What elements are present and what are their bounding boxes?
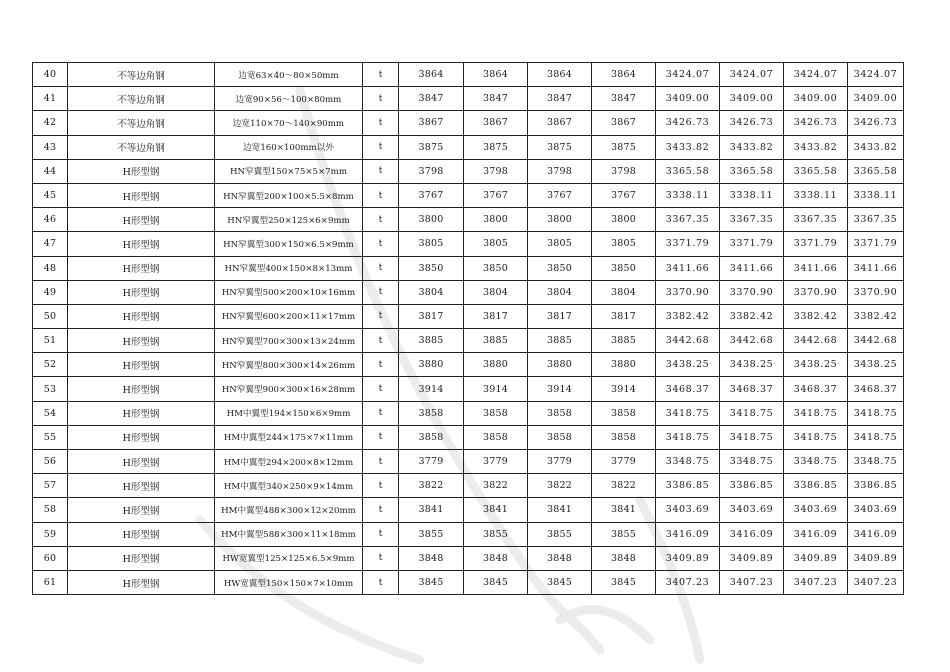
price-cell: 3867 — [592, 111, 656, 135]
spec-cell: HM中翼型244×175×7×11mm — [215, 425, 363, 449]
excl-tax-price-cell: 3468.37 — [656, 377, 720, 401]
excl-tax-price-cell: 3386.85 — [784, 474, 848, 498]
row-number-cell: 41 — [33, 87, 68, 111]
price-cell: 3822 — [592, 474, 656, 498]
price-cell: 3875 — [528, 135, 592, 159]
price-cell: 3767 — [592, 183, 656, 207]
material-name-cell: H形型钢 — [68, 425, 215, 449]
table-row — [33, 450, 904, 474]
row-number-cell: 47 — [33, 232, 68, 256]
spec-cell: HM中翼型588×300×11×18mm — [215, 522, 363, 546]
price-cell: 3880 — [592, 353, 656, 377]
price-cell: 3845 — [528, 570, 592, 594]
unit-cell: t — [363, 377, 399, 401]
price-table — [32, 62, 904, 595]
price-cell: 3817 — [528, 304, 592, 328]
price-cell: 3804 — [528, 280, 592, 304]
price-cell: 3875 — [464, 135, 528, 159]
table-row — [33, 377, 904, 401]
excl-tax-price-cell: 3426.73 — [848, 111, 904, 135]
price-cell: 3864 — [399, 63, 464, 87]
price-cell: 3800 — [592, 208, 656, 232]
excl-tax-price-cell: 3370.90 — [656, 280, 720, 304]
excl-tax-price-cell: 3407.23 — [848, 570, 904, 594]
unit-cell: t — [363, 87, 399, 111]
excl-tax-price-cell: 3403.69 — [656, 498, 720, 522]
table-row — [33, 256, 904, 280]
spec-cell: HN窄翼型700×300×13×24mm — [215, 329, 363, 353]
row-number-cell: 51 — [33, 329, 68, 353]
spec-cell: HN窄翼型500×200×10×16mm — [215, 280, 363, 304]
price-cell: 3779 — [464, 450, 528, 474]
excl-tax-price-cell: 3468.37 — [784, 377, 848, 401]
price-cell: 3880 — [464, 353, 528, 377]
excl-tax-price-cell: 3424.07 — [784, 63, 848, 87]
price-cell: 3822 — [464, 474, 528, 498]
excl-tax-price-cell: 3424.07 — [848, 63, 904, 87]
excl-tax-price-cell: 3370.90 — [848, 280, 904, 304]
excl-tax-price-cell: 3411.66 — [656, 256, 720, 280]
excl-tax-price-cell: 3348.75 — [720, 450, 784, 474]
price-cell: 3914 — [464, 377, 528, 401]
material-name-cell: H形型钢 — [68, 232, 215, 256]
price-cell: 3864 — [464, 63, 528, 87]
unit-cell: t — [363, 208, 399, 232]
watermark-stroke — [560, 610, 650, 640]
row-number-cell: 56 — [33, 450, 68, 474]
price-cell: 3779 — [528, 450, 592, 474]
price-cell: 3855 — [592, 522, 656, 546]
price-cell: 3864 — [592, 63, 656, 87]
spec-cell: HM中翼型194×150×6×9mm — [215, 401, 363, 425]
price-cell: 3858 — [399, 401, 464, 425]
price-cell: 3867 — [464, 111, 528, 135]
unit-cell: t — [363, 232, 399, 256]
table-row — [33, 425, 904, 449]
price-cell: 3914 — [528, 377, 592, 401]
table-row — [33, 329, 904, 353]
excl-tax-price-cell: 3409.00 — [784, 87, 848, 111]
spec-cell: 边宽90×56～100×80mm — [215, 87, 363, 111]
material-name-cell: H形型钢 — [68, 280, 215, 304]
excl-tax-price-cell: 3407.23 — [720, 570, 784, 594]
unit-cell: t — [363, 498, 399, 522]
row-number-cell: 46 — [33, 208, 68, 232]
excl-tax-price-cell: 3418.75 — [720, 425, 784, 449]
spec-cell: HW宽翼型150×150×7×10mm — [215, 570, 363, 594]
price-cell: 3817 — [592, 304, 656, 328]
material-name-cell: 不等边角钢 — [68, 63, 215, 87]
spec-cell: HW宽翼型125×125×6.5×9mm — [215, 546, 363, 570]
excl-tax-price-cell: 3418.75 — [656, 425, 720, 449]
unit-cell: t — [363, 329, 399, 353]
price-cell: 3847 — [399, 87, 464, 111]
unit-cell: t — [363, 256, 399, 280]
price-cell: 3850 — [592, 256, 656, 280]
table-row — [33, 87, 904, 111]
excl-tax-price-cell: 3418.75 — [784, 401, 848, 425]
excl-tax-price-cell: 3348.75 — [656, 450, 720, 474]
excl-tax-price-cell: 3403.69 — [784, 498, 848, 522]
price-cell: 3798 — [464, 159, 528, 183]
spec-cell: HN窄翼型600×200×11×17mm — [215, 304, 363, 328]
price-cell: 3858 — [592, 425, 656, 449]
excl-tax-price-cell: 3411.66 — [848, 256, 904, 280]
price-cell: 3798 — [399, 159, 464, 183]
excl-tax-price-cell: 3338.11 — [720, 183, 784, 207]
price-cell: 3805 — [592, 232, 656, 256]
table-row — [33, 522, 904, 546]
excl-tax-price-cell: 3418.75 — [656, 401, 720, 425]
spec-cell: HM中翼型488×300×12×20mm — [215, 498, 363, 522]
price-cell: 3817 — [464, 304, 528, 328]
excl-tax-price-cell: 3370.90 — [720, 280, 784, 304]
excl-tax-price-cell: 3409.00 — [720, 87, 784, 111]
material-name-cell: H形型钢 — [68, 546, 215, 570]
excl-tax-price-cell: 3416.09 — [784, 522, 848, 546]
price-cell: 3858 — [528, 401, 592, 425]
price-cell: 3847 — [464, 87, 528, 111]
price-cell: 3845 — [464, 570, 528, 594]
price-cell: 3848 — [592, 546, 656, 570]
row-number-cell: 60 — [33, 546, 68, 570]
unit-cell: t — [363, 401, 399, 425]
excl-tax-price-cell: 3468.37 — [720, 377, 784, 401]
spec-cell: HN窄翼型150×75×5×7mm — [215, 159, 363, 183]
table-row — [33, 135, 904, 159]
row-number-cell: 55 — [33, 425, 68, 449]
excl-tax-price-cell: 3438.25 — [784, 353, 848, 377]
table-body — [33, 63, 904, 595]
row-number-cell: 44 — [33, 159, 68, 183]
material-name-cell: 不等边角钢 — [68, 135, 215, 159]
price-cell: 3805 — [464, 232, 528, 256]
unit-cell: t — [363, 304, 399, 328]
unit-cell: t — [363, 159, 399, 183]
excl-tax-price-cell: 3433.82 — [784, 135, 848, 159]
price-cell: 3767 — [528, 183, 592, 207]
spec-cell: 边宽110×70～140×90mm — [215, 111, 363, 135]
spec-cell: HN窄翼型900×300×16×28mm — [215, 377, 363, 401]
excl-tax-price-cell: 3433.82 — [720, 135, 784, 159]
table-row — [33, 570, 904, 594]
excl-tax-price-cell: 3409.89 — [848, 546, 904, 570]
price-cell: 3779 — [592, 450, 656, 474]
unit-cell: t — [363, 280, 399, 304]
excl-tax-price-cell: 3382.42 — [848, 304, 904, 328]
price-cell: 3867 — [528, 111, 592, 135]
price-cell: 3880 — [399, 353, 464, 377]
excl-tax-price-cell: 3371.79 — [784, 232, 848, 256]
table-row — [33, 401, 904, 425]
material-name-cell: H形型钢 — [68, 474, 215, 498]
spec-cell: HN窄翼型200×100×5.5×8mm — [215, 183, 363, 207]
row-number-cell: 59 — [33, 522, 68, 546]
excl-tax-price-cell: 3433.82 — [656, 135, 720, 159]
row-number-cell: 53 — [33, 377, 68, 401]
row-number-cell: 42 — [33, 111, 68, 135]
unit-cell: t — [363, 135, 399, 159]
table-row — [33, 474, 904, 498]
spec-cell: 边宽63×40～80×50mm — [215, 63, 363, 87]
price-cell: 3848 — [399, 546, 464, 570]
price-cell: 3875 — [399, 135, 464, 159]
price-cell: 3845 — [399, 570, 464, 594]
price-cell: 3914 — [399, 377, 464, 401]
material-name-cell: H形型钢 — [68, 498, 215, 522]
price-cell: 3845 — [592, 570, 656, 594]
table-row — [33, 546, 904, 570]
spec-cell: HN窄翼型250×125×6×9mm — [215, 208, 363, 232]
excl-tax-price-cell: 3407.23 — [656, 570, 720, 594]
material-name-cell: H形型钢 — [68, 450, 215, 474]
excl-tax-price-cell: 3442.68 — [784, 329, 848, 353]
excl-tax-price-cell: 3367.35 — [720, 208, 784, 232]
price-cell: 3841 — [528, 498, 592, 522]
excl-tax-price-cell: 3367.35 — [656, 208, 720, 232]
material-name-cell: H形型钢 — [68, 256, 215, 280]
price-cell: 3798 — [528, 159, 592, 183]
excl-tax-price-cell: 3409.89 — [656, 546, 720, 570]
excl-tax-price-cell: 3365.58 — [720, 159, 784, 183]
excl-tax-price-cell: 3371.79 — [720, 232, 784, 256]
unit-cell: t — [363, 570, 399, 594]
material-name-cell: H形型钢 — [68, 183, 215, 207]
excl-tax-price-cell: 3438.25 — [720, 353, 784, 377]
table-row — [33, 208, 904, 232]
spec-cell: HN窄翼型400×150×8×13mm — [215, 256, 363, 280]
row-number-cell: 54 — [33, 401, 68, 425]
price-cell: 3855 — [464, 522, 528, 546]
excl-tax-price-cell: 3382.42 — [656, 304, 720, 328]
excl-tax-price-cell: 3468.37 — [848, 377, 904, 401]
excl-tax-price-cell: 3416.09 — [848, 522, 904, 546]
price-cell: 3779 — [399, 450, 464, 474]
price-cell: 3841 — [399, 498, 464, 522]
excl-tax-price-cell: 3416.09 — [720, 522, 784, 546]
table-row — [33, 159, 904, 183]
excl-tax-price-cell: 3367.35 — [784, 208, 848, 232]
row-number-cell: 40 — [33, 63, 68, 87]
price-cell: 3867 — [399, 111, 464, 135]
price-cell: 3864 — [528, 63, 592, 87]
row-number-cell: 57 — [33, 474, 68, 498]
excl-tax-price-cell: 3403.69 — [720, 498, 784, 522]
material-name-cell: H形型钢 — [68, 570, 215, 594]
excl-tax-price-cell: 3386.85 — [720, 474, 784, 498]
unit-cell: t — [363, 546, 399, 570]
excl-tax-price-cell: 3407.23 — [784, 570, 848, 594]
excl-tax-price-cell: 3382.42 — [720, 304, 784, 328]
material-name-cell: H形型钢 — [68, 401, 215, 425]
price-cell: 3841 — [464, 498, 528, 522]
excl-tax-price-cell: 3367.35 — [848, 208, 904, 232]
table-row — [33, 280, 904, 304]
material-name-cell: H形型钢 — [68, 329, 215, 353]
excl-tax-price-cell: 3426.73 — [784, 111, 848, 135]
unit-cell: t — [363, 63, 399, 87]
price-cell: 3847 — [528, 87, 592, 111]
material-name-cell: 不等边角钢 — [68, 87, 215, 111]
table-row — [33, 63, 904, 87]
price-cell: 3848 — [464, 546, 528, 570]
excl-tax-price-cell: 3418.75 — [720, 401, 784, 425]
excl-tax-price-cell: 3442.68 — [848, 329, 904, 353]
unit-cell: t — [363, 111, 399, 135]
row-number-cell: 45 — [33, 183, 68, 207]
material-name-cell: H形型钢 — [68, 159, 215, 183]
excl-tax-price-cell: 3438.25 — [656, 353, 720, 377]
material-name-cell: H形型钢 — [68, 304, 215, 328]
table-row — [33, 111, 904, 135]
price-cell: 3804 — [464, 280, 528, 304]
unit-cell: t — [363, 183, 399, 207]
price-cell: 3885 — [592, 329, 656, 353]
table-row — [33, 183, 904, 207]
excl-tax-price-cell: 3411.66 — [720, 256, 784, 280]
price-cell: 3875 — [592, 135, 656, 159]
excl-tax-price-cell: 3409.89 — [720, 546, 784, 570]
excl-tax-price-cell: 3370.90 — [784, 280, 848, 304]
price-cell: 3850 — [464, 256, 528, 280]
spec-cell: 边宽160×100mm以外 — [215, 135, 363, 159]
excl-tax-price-cell: 3409.00 — [848, 87, 904, 111]
price-cell: 3858 — [592, 401, 656, 425]
excl-tax-price-cell: 3338.11 — [784, 183, 848, 207]
price-cell: 3850 — [528, 256, 592, 280]
unit-cell: t — [363, 522, 399, 546]
price-cell: 3841 — [592, 498, 656, 522]
price-cell: 3767 — [399, 183, 464, 207]
price-cell: 3805 — [399, 232, 464, 256]
material-name-cell: H形型钢 — [68, 353, 215, 377]
material-name-cell: H形型钢 — [68, 208, 215, 232]
price-cell: 3800 — [464, 208, 528, 232]
table-row — [33, 498, 904, 522]
excl-tax-price-cell: 3433.82 — [848, 135, 904, 159]
excl-tax-price-cell: 3409.00 — [656, 87, 720, 111]
price-cell: 3858 — [399, 425, 464, 449]
unit-cell: t — [363, 450, 399, 474]
row-number-cell: 50 — [33, 304, 68, 328]
price-cell: 3914 — [592, 377, 656, 401]
excl-tax-price-cell: 3371.79 — [656, 232, 720, 256]
excl-tax-price-cell: 3442.68 — [656, 329, 720, 353]
excl-tax-price-cell: 3411.66 — [784, 256, 848, 280]
excl-tax-price-cell: 3426.73 — [656, 111, 720, 135]
excl-tax-price-cell: 3424.07 — [720, 63, 784, 87]
excl-tax-price-cell: 3438.25 — [848, 353, 904, 377]
price-cell: 3885 — [399, 329, 464, 353]
excl-tax-price-cell: 3348.75 — [848, 450, 904, 474]
excl-tax-price-cell: 3365.58 — [848, 159, 904, 183]
price-cell: 3767 — [464, 183, 528, 207]
price-cell: 3885 — [464, 329, 528, 353]
price-cell: 3822 — [528, 474, 592, 498]
price-cell: 3858 — [528, 425, 592, 449]
excl-tax-price-cell: 3442.68 — [720, 329, 784, 353]
excl-tax-price-cell: 3365.58 — [784, 159, 848, 183]
material-name-cell: 不等边角钢 — [68, 111, 215, 135]
price-cell: 3817 — [399, 304, 464, 328]
excl-tax-price-cell: 3382.42 — [784, 304, 848, 328]
spec-cell: HM中翼型294×200×8×12mm — [215, 450, 363, 474]
row-number-cell: 52 — [33, 353, 68, 377]
excl-tax-price-cell: 3418.75 — [784, 425, 848, 449]
row-number-cell: 61 — [33, 570, 68, 594]
spec-cell: HN窄翼型300×150×6.5×9mm — [215, 232, 363, 256]
price-cell: 3847 — [592, 87, 656, 111]
unit-cell: t — [363, 425, 399, 449]
table-row — [33, 353, 904, 377]
price-cell: 3800 — [528, 208, 592, 232]
excl-tax-price-cell: 3386.85 — [848, 474, 904, 498]
price-cell: 3880 — [528, 353, 592, 377]
row-number-cell: 58 — [33, 498, 68, 522]
spec-cell: HN窄翼型800×300×14×26mm — [215, 353, 363, 377]
material-name-cell: H形型钢 — [68, 377, 215, 401]
excl-tax-price-cell: 3409.89 — [784, 546, 848, 570]
table-row — [33, 304, 904, 328]
excl-tax-price-cell: 3418.75 — [848, 425, 904, 449]
excl-tax-price-cell: 3338.11 — [848, 183, 904, 207]
row-number-cell: 43 — [33, 135, 68, 159]
price-cell: 3800 — [399, 208, 464, 232]
price-cell: 3848 — [528, 546, 592, 570]
excl-tax-price-cell: 3338.11 — [656, 183, 720, 207]
excl-tax-price-cell: 3365.58 — [656, 159, 720, 183]
price-cell: 3805 — [528, 232, 592, 256]
price-cell: 3804 — [592, 280, 656, 304]
unit-cell: t — [363, 353, 399, 377]
material-name-cell: H形型钢 — [68, 522, 215, 546]
excl-tax-price-cell: 3371.79 — [848, 232, 904, 256]
excl-tax-price-cell: 3426.73 — [720, 111, 784, 135]
price-cell: 3858 — [464, 401, 528, 425]
price-cell: 3798 — [592, 159, 656, 183]
price-cell: 3822 — [399, 474, 464, 498]
excl-tax-price-cell: 3348.75 — [784, 450, 848, 474]
price-cell: 3855 — [399, 522, 464, 546]
table-row — [33, 232, 904, 256]
row-number-cell: 49 — [33, 280, 68, 304]
excl-tax-price-cell: 3416.09 — [656, 522, 720, 546]
price-cell: 3850 — [399, 256, 464, 280]
price-cell: 3885 — [528, 329, 592, 353]
spec-cell: HM中翼型340×250×9×14mm — [215, 474, 363, 498]
price-cell: 3804 — [399, 280, 464, 304]
excl-tax-price-cell: 3424.07 — [656, 63, 720, 87]
unit-cell: t — [363, 474, 399, 498]
price-cell: 3855 — [528, 522, 592, 546]
excl-tax-price-cell: 3386.85 — [656, 474, 720, 498]
row-number-cell: 48 — [33, 256, 68, 280]
excl-tax-price-cell: 3418.75 — [848, 401, 904, 425]
price-cell: 3858 — [464, 425, 528, 449]
excl-tax-price-cell: 3403.69 — [848, 498, 904, 522]
